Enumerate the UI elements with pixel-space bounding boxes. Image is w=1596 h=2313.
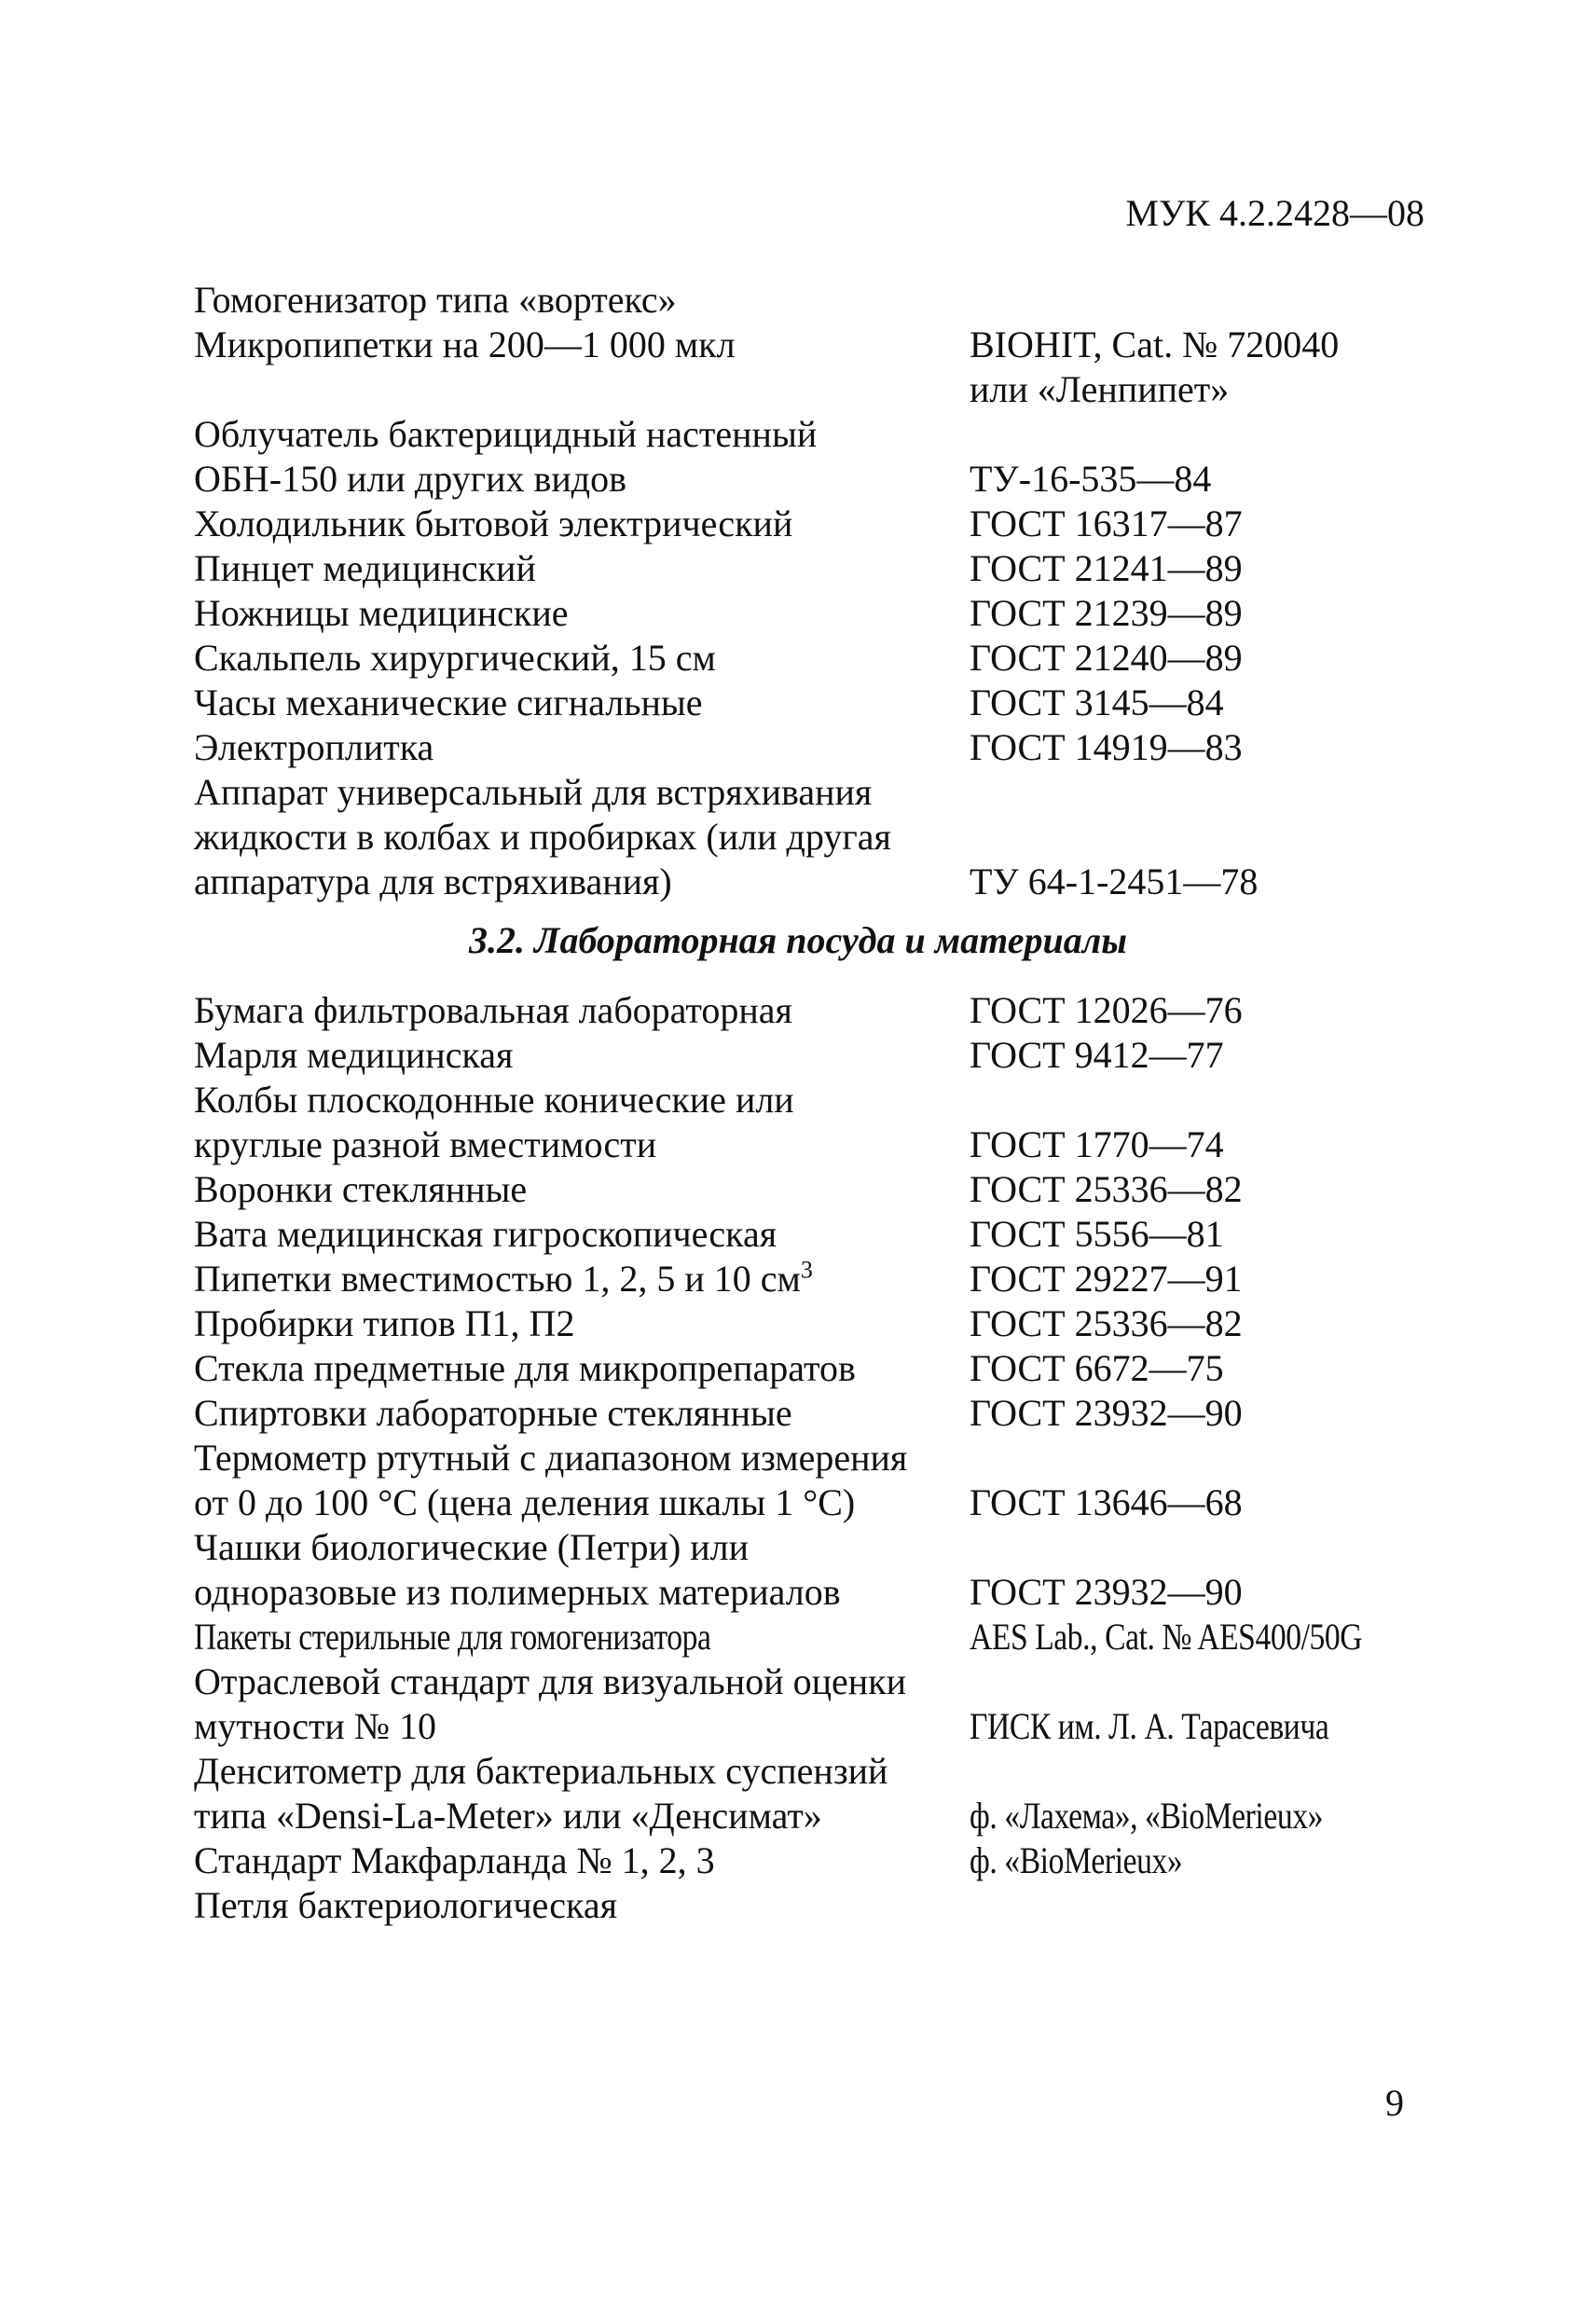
item-name-line	[194, 1615, 970, 1659]
list-item	[194, 591, 1443, 636]
list-item	[194, 1212, 1443, 1257]
document-code: МУК 4.2.2428—08	[1125, 192, 1424, 234]
item-reference-text: ф. «Лахема», «BioMerieux»	[970, 1795, 1323, 1837]
section-heading: 3.2. Лабораторная посуда и материалы	[469, 919, 1127, 961]
item-name	[194, 1078, 970, 1167]
item-reference-text: ф. «BioMerieux»	[970, 1839, 1183, 1881]
item-name	[194, 1615, 970, 1659]
list-item	[194, 725, 1443, 770]
page-number: 9	[1385, 2082, 1404, 2124]
item-reference-line: ГОСТ 25336—82	[970, 1302, 1243, 1344]
item-reference-line: BIOHIT, Cat. № 720040	[970, 324, 1340, 365]
item-reference	[970, 1167, 1443, 1212]
item-reference	[970, 1033, 1443, 1078]
item-reference	[970, 681, 1443, 725]
item-name-line: Холодильник бытовой электрический	[194, 503, 793, 544]
item-reference-line: ГОСТ 25336—82	[970, 1168, 1243, 1210]
item-name-line: мутности № 10	[194, 1705, 436, 1747]
item-name	[194, 1883, 970, 1928]
item-name	[194, 1301, 970, 1346]
item-reference-text: AES Lab., Cat. № AES400/50G	[970, 1616, 1363, 1658]
item-reference	[970, 1794, 1443, 1838]
item-name	[194, 1167, 970, 1212]
item-name-line	[194, 367, 970, 412]
item-name-line: Воронки стеклянные	[194, 1168, 528, 1210]
item-reference	[970, 1480, 1443, 1525]
item-reference-line: ГОСТ 23932—90	[970, 1571, 1243, 1613]
item-name-line: Марля медицинская	[194, 1034, 514, 1076]
item-name-line: типа «Densi-La-Meter» или «Денсимат»	[194, 1795, 822, 1837]
list-item	[194, 988, 1443, 1033]
item-name	[194, 1212, 970, 1257]
item-name	[194, 412, 970, 502]
item-name-line: Электроплитка	[194, 726, 434, 768]
item-reference-line: ГОСТ 9412—77	[970, 1034, 1224, 1076]
list-item	[194, 636, 1443, 681]
equipment-list	[194, 278, 1443, 904]
list-item	[194, 502, 1443, 546]
item-reference-text: ГИСК им. Л. А. Тарасевича	[970, 1705, 1329, 1747]
list-item	[194, 1346, 1443, 1391]
item-name-line: Термометр ртутный с диапазоном измерения	[194, 1437, 908, 1479]
item-reference-line: ГОСТ 16317—87	[970, 503, 1243, 544]
item-name	[194, 1659, 970, 1749]
item-name-line: Денситометр для бактериальных суспензий	[194, 1750, 888, 1792]
list-item	[194, 1883, 1443, 1928]
list-item	[194, 278, 1443, 323]
item-reference-line: ГОСТ 5556—81	[970, 1213, 1224, 1255]
item-name-line: Вата медицинская гигроскопическая	[194, 1213, 777, 1255]
item-name	[194, 725, 970, 770]
item-name	[194, 1346, 970, 1391]
item-reference	[970, 1301, 1443, 1346]
item-name	[194, 1391, 970, 1436]
item-name	[194, 1749, 970, 1838]
item-reference-line: ГОСТ 14919—83	[970, 726, 1243, 768]
item-name-line: Пробирки типов П1, П2	[194, 1302, 575, 1344]
item-reference	[970, 725, 1443, 770]
item-reference	[970, 1391, 1443, 1436]
item-reference-line	[970, 1704, 1443, 1749]
item-name-line: ОБН-150 или других видов	[194, 458, 627, 500]
item-reference	[970, 1570, 1443, 1615]
item-name-line: Стекла предметные для микропрепаратов	[194, 1347, 856, 1389]
list-item	[194, 681, 1443, 725]
item-name-line	[194, 1257, 970, 1301]
item-reference	[970, 860, 1443, 904]
list-item	[194, 1659, 1443, 1749]
list-item	[194, 1525, 1443, 1615]
item-name-line: от 0 до 100 °С (цена деления шкалы 1 °С)	[194, 1481, 856, 1523]
item-reference	[970, 591, 1443, 636]
item-reference-line	[970, 1615, 1443, 1659]
list-item	[194, 1167, 1443, 1212]
item-name-line: Спиртовки лабораторные стеклянные	[194, 1392, 792, 1434]
item-reference	[970, 1257, 1443, 1301]
item-reference-line	[970, 1838, 1443, 1883]
item-reference	[970, 1704, 1443, 1749]
item-name	[194, 1436, 970, 1525]
item-name-line: круглые разной вместимости	[194, 1123, 657, 1165]
item-name-line: Скальпель хирургический, 15 см	[194, 637, 716, 679]
item-name-line: жидкости в колбах и пробирках (или другая	[194, 816, 891, 858]
item-reference	[970, 546, 1443, 591]
list-item	[194, 1391, 1443, 1436]
item-name	[194, 1838, 970, 1883]
item-name-line: Пинцет медицинский	[194, 547, 536, 589]
item-reference-line: или «Ленпипет»	[970, 368, 1230, 410]
list-item	[194, 1838, 1443, 1883]
item-name-line: Чашки биологические (Петри) или	[194, 1526, 750, 1568]
item-name-line: Стандарт Макфарланда № 1, 2, 3	[194, 1839, 715, 1881]
item-name-line: Ножницы медицинские	[194, 592, 569, 634]
item-name-line: Облучатель бактерицидный настенный	[194, 413, 818, 455]
item-name	[194, 1257, 970, 1301]
item-reference	[970, 1346, 1443, 1391]
item-reference-line: ТУ 64-1-2451—78	[970, 860, 1259, 902]
item-reference	[970, 636, 1443, 681]
item-name	[194, 591, 970, 636]
item-reference	[970, 457, 1443, 502]
item-reference-line: ГОСТ 21241—89	[970, 547, 1243, 589]
item-reference	[970, 1615, 1443, 1659]
list-item	[194, 1301, 1443, 1346]
item-name-line: Часы механические сигнальные	[194, 682, 703, 723]
item-reference	[970, 1212, 1443, 1257]
list-item	[194, 412, 1443, 502]
list-item	[194, 1615, 1443, 1659]
item-name-line: Колбы плоскодонные конические или	[194, 1079, 794, 1121]
item-name-text: Пакеты стерильные для гомогенизатора	[194, 1616, 711, 1658]
item-name	[194, 546, 970, 591]
superscript: 3	[800, 1256, 813, 1284]
item-name-line: одноразовые из полимерных материалов	[194, 1571, 841, 1613]
item-name	[194, 988, 970, 1033]
item-reference-line: ГОСТ 1770—74	[970, 1123, 1224, 1165]
item-reference-line	[970, 1794, 1443, 1838]
item-name-line: Аппарат универсальный для встряхивания	[194, 771, 873, 813]
item-reference-line: ГОСТ 3145—84	[970, 682, 1224, 723]
list-item	[194, 770, 1443, 904]
list-item	[194, 1033, 1443, 1078]
item-reference-line: ГОСТ 29227—91	[970, 1258, 1243, 1300]
item-name	[194, 681, 970, 725]
item-name-line: Бумага фильтровальная лабораторная	[194, 989, 792, 1031]
item-reference-line: ГОСТ 23932—90	[970, 1392, 1243, 1434]
item-reference	[970, 323, 1443, 412]
materials-list	[194, 988, 1443, 1928]
item-reference	[970, 1838, 1443, 1883]
item-name	[194, 502, 970, 546]
list-item	[194, 1078, 1443, 1167]
item-reference-line: ГОСТ 21240—89	[970, 637, 1243, 679]
item-name	[194, 1033, 970, 1078]
item-name	[194, 636, 970, 681]
list-item	[194, 1749, 1443, 1838]
item-reference-line: ГОСТ 6672—75	[970, 1347, 1224, 1389]
list-item	[194, 546, 1443, 591]
list-item	[194, 1257, 1443, 1301]
item-reference	[970, 1122, 1443, 1167]
item-reference-line: ГОСТ 12026—76	[970, 989, 1243, 1031]
item-name	[194, 323, 970, 412]
item-name	[194, 1525, 970, 1615]
list-item	[194, 1436, 1443, 1525]
item-reference	[970, 988, 1443, 1033]
item-reference	[970, 502, 1443, 546]
item-name-line: Петля бактериологическая	[194, 1884, 617, 1926]
item-name-line: Гомогенизатор типа «вортекс»	[194, 279, 677, 321]
item-reference-line: ТУ-16-535—84	[970, 458, 1212, 500]
item-name-text: Пипетки вместимостью 1, 2, 5 и 10 см	[194, 1258, 801, 1300]
item-reference-line: ГОСТ 13646—68	[970, 1481, 1243, 1523]
item-name-line: Микропипетки на 200—1 000 мкл	[194, 324, 736, 365]
item-name	[194, 278, 970, 323]
list-item	[194, 323, 1443, 412]
item-name-line: аппаратура для встряхивания)	[194, 860, 672, 902]
item-name-line: Отраслевой стандарт для визуальной оценки	[194, 1660, 907, 1702]
item-name	[194, 770, 970, 904]
item-reference-line: ГОСТ 21239—89	[970, 592, 1243, 634]
